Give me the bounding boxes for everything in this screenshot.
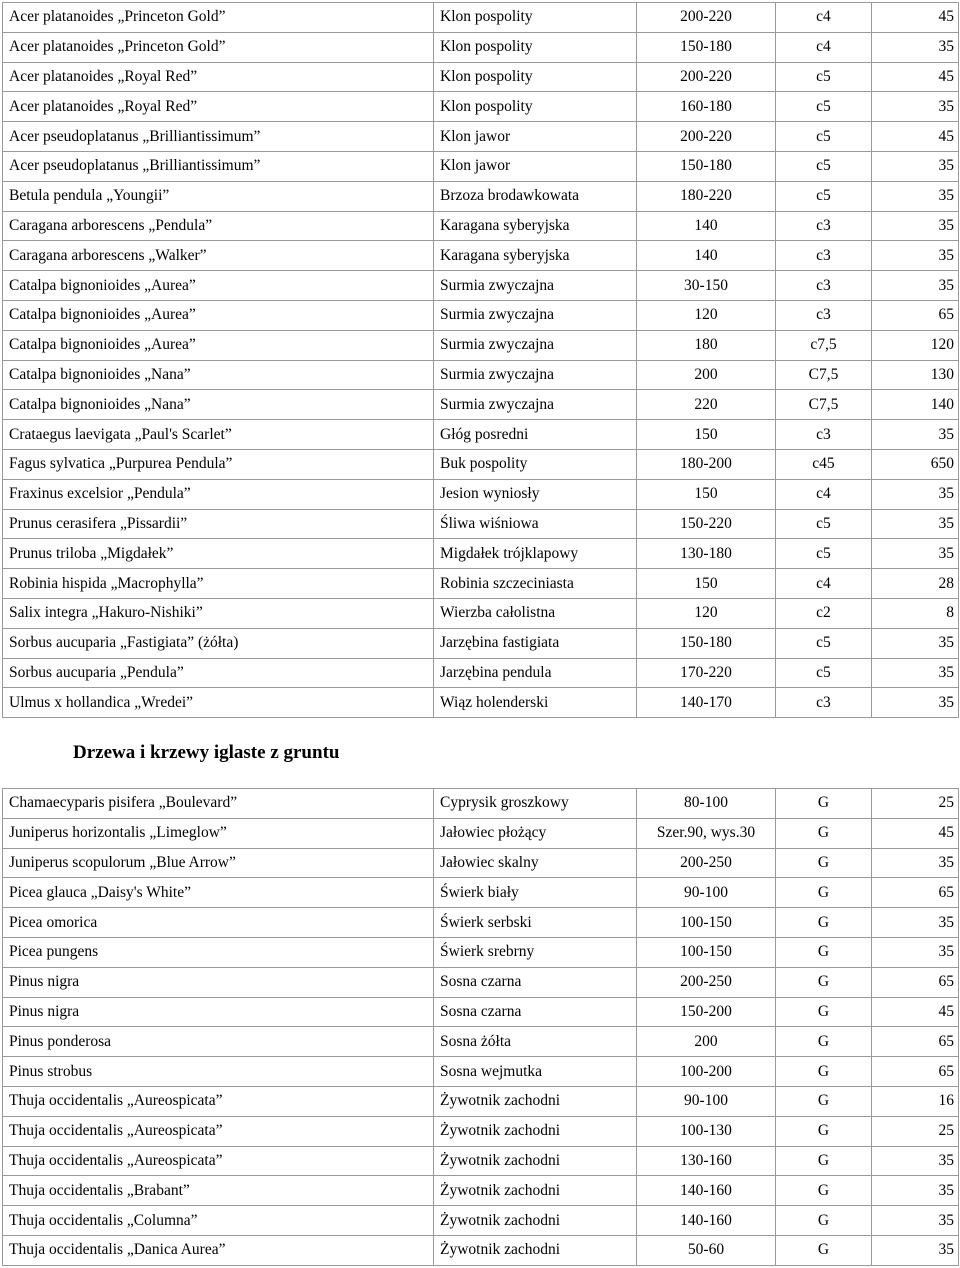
price-cell: 65 bbox=[872, 300, 959, 330]
table-row bbox=[3, 658, 959, 688]
table-row bbox=[3, 390, 959, 420]
pot-size-cell: c4 bbox=[776, 32, 872, 62]
deciduous-trees-table bbox=[2, 2, 959, 718]
table-row bbox=[3, 539, 959, 569]
height-cell: 130-160 bbox=[637, 1146, 776, 1176]
height-cell: 150-180 bbox=[637, 32, 776, 62]
pot-size-cell: c5 bbox=[776, 539, 872, 569]
price-cell: 35 bbox=[872, 241, 959, 271]
height-cell: 200 bbox=[637, 360, 776, 390]
price-cell: 35 bbox=[872, 1206, 959, 1236]
price-cell: 35 bbox=[872, 420, 959, 450]
table-row bbox=[3, 479, 959, 509]
price-cell: 8 bbox=[872, 598, 959, 628]
table-row bbox=[3, 908, 959, 938]
pot-size-cell: c3 bbox=[776, 211, 872, 241]
latin-name-cell: Prunus triloba „Migdałek” bbox=[3, 539, 434, 569]
price-cell: 45 bbox=[872, 997, 959, 1027]
price-cell: 35 bbox=[872, 628, 959, 658]
polish-name-cell: Sosna czarna bbox=[434, 997, 637, 1027]
table-row bbox=[3, 330, 959, 360]
table-row bbox=[3, 1146, 959, 1176]
pot-size-cell: C7,5 bbox=[776, 390, 872, 420]
polish-name-cell: Żywotnik zachodni bbox=[434, 1176, 637, 1206]
pot-size-cell: G bbox=[776, 1086, 872, 1116]
polish-name-cell: Karagana syberyjska bbox=[434, 241, 637, 271]
height-cell: 80-100 bbox=[637, 789, 776, 819]
pot-size-cell: G bbox=[776, 878, 872, 908]
table-row bbox=[3, 241, 959, 271]
table-row bbox=[3, 300, 959, 330]
pot-size-cell: c5 bbox=[776, 181, 872, 211]
pot-size-cell: G bbox=[776, 1146, 872, 1176]
height-cell: 150 bbox=[637, 569, 776, 599]
price-cell: 35 bbox=[872, 1146, 959, 1176]
price-cell: 140 bbox=[872, 390, 959, 420]
height-cell: 140-160 bbox=[637, 1206, 776, 1236]
table-row bbox=[3, 818, 959, 848]
price-cell: 45 bbox=[872, 3, 959, 33]
polish-name-cell: Surmia zwyczajna bbox=[434, 330, 637, 360]
price-cell: 35 bbox=[872, 211, 959, 241]
price-cell: 35 bbox=[872, 181, 959, 211]
table-row bbox=[3, 1086, 959, 1116]
latin-name-cell: Catalpa bignonioides „Aurea” bbox=[3, 271, 434, 301]
latin-name-cell: Thuja occidentalis „Aureospicata” bbox=[3, 1116, 434, 1146]
height-cell: 200 bbox=[637, 1027, 776, 1057]
latin-name-cell: Acer platanoides „Princeton Gold” bbox=[3, 3, 434, 33]
polish-name-cell: Karagana syberyjska bbox=[434, 211, 637, 241]
pot-size-cell: c5 bbox=[776, 509, 872, 539]
table-row bbox=[3, 181, 959, 211]
height-cell: 120 bbox=[637, 300, 776, 330]
price-cell: 28 bbox=[872, 569, 959, 599]
height-cell: Szer.90, wys.30 bbox=[637, 818, 776, 848]
table-row bbox=[3, 878, 959, 908]
table-row bbox=[3, 360, 959, 390]
table-row bbox=[3, 569, 959, 599]
height-cell: 150-200 bbox=[637, 997, 776, 1027]
price-cell: 35 bbox=[872, 92, 959, 122]
latin-name-cell: Catalpa bignonioides „Nana” bbox=[3, 360, 434, 390]
table-row bbox=[3, 1116, 959, 1146]
table-row bbox=[3, 32, 959, 62]
conifers-table bbox=[2, 788, 959, 1266]
latin-name-cell: Acer pseudoplatanus „Brilliantissimum” bbox=[3, 122, 434, 152]
polish-name-cell: Klon pospolity bbox=[434, 92, 637, 122]
height-cell: 200-220 bbox=[637, 122, 776, 152]
latin-name-cell: Juniperus scopulorum „Blue Arrow” bbox=[3, 848, 434, 878]
height-cell: 160-180 bbox=[637, 92, 776, 122]
price-cell: 45 bbox=[872, 62, 959, 92]
pot-size-cell: c5 bbox=[776, 62, 872, 92]
latin-name-cell: Fagus sylvatica „Purpurea Pendula” bbox=[3, 449, 434, 479]
pot-size-cell: c3 bbox=[776, 688, 872, 718]
latin-name-cell: Salix integra „Hakuro-Nishiki” bbox=[3, 598, 434, 628]
pot-size-cell: c3 bbox=[776, 300, 872, 330]
pot-size-cell: c5 bbox=[776, 92, 872, 122]
pot-size-cell: c3 bbox=[776, 420, 872, 450]
price-cell: 65 bbox=[872, 1027, 959, 1057]
height-cell: 100-200 bbox=[637, 1057, 776, 1087]
price-cell: 16 bbox=[872, 1086, 959, 1116]
table-row bbox=[3, 967, 959, 997]
polish-name-cell: Żywotnik zachodni bbox=[434, 1146, 637, 1176]
pot-size-cell: c45 bbox=[776, 449, 872, 479]
table-row bbox=[3, 122, 959, 152]
price-cell: 35 bbox=[872, 658, 959, 688]
table-row bbox=[3, 1176, 959, 1206]
table-row bbox=[3, 271, 959, 301]
pot-size-cell: G bbox=[776, 1116, 872, 1146]
pot-size-cell: c2 bbox=[776, 598, 872, 628]
polish-name-cell: Surmia zwyczajna bbox=[434, 390, 637, 420]
pot-size-cell: c3 bbox=[776, 271, 872, 301]
latin-name-cell: Pinus strobus bbox=[3, 1057, 434, 1087]
table-row bbox=[3, 997, 959, 1027]
height-cell: 220 bbox=[637, 390, 776, 420]
latin-name-cell: Crataegus laevigata „Paul's Scarlet” bbox=[3, 420, 434, 450]
latin-name-cell: Thuja occidentalis „Danica Aurea” bbox=[3, 1235, 434, 1265]
pot-size-cell: G bbox=[776, 937, 872, 967]
height-cell: 100-130 bbox=[637, 1116, 776, 1146]
polish-name-cell: Wierzba całolistna bbox=[434, 598, 637, 628]
table-row bbox=[3, 509, 959, 539]
table-row bbox=[3, 688, 959, 718]
polish-name-cell: Jarzębina fastigiata bbox=[434, 628, 637, 658]
polish-name-cell: Jesion wyniosły bbox=[434, 479, 637, 509]
latin-name-cell: Acer platanoides „Princeton Gold” bbox=[3, 32, 434, 62]
table-row bbox=[3, 848, 959, 878]
pot-size-cell: c3 bbox=[776, 241, 872, 271]
latin-name-cell: Caragana arborescens „Walker” bbox=[3, 241, 434, 271]
polish-name-cell: Jarzębina pendula bbox=[434, 658, 637, 688]
polish-name-cell: Sosna żółta bbox=[434, 1027, 637, 1057]
pot-size-cell: c5 bbox=[776, 151, 872, 181]
height-cell: 90-100 bbox=[637, 878, 776, 908]
latin-name-cell: Ulmus x hollandica „Wredei” bbox=[3, 688, 434, 718]
latin-name-cell: Betula pendula „Youngii” bbox=[3, 181, 434, 211]
price-cell: 130 bbox=[872, 360, 959, 390]
polish-name-cell: Klon jawor bbox=[434, 151, 637, 181]
height-cell: 140 bbox=[637, 211, 776, 241]
latin-name-cell: Thuja occidentalis „Aureospicata” bbox=[3, 1086, 434, 1116]
latin-name-cell: Sorbus aucuparia „Fastigiata” (żółta) bbox=[3, 628, 434, 658]
price-cell: 35 bbox=[872, 848, 959, 878]
height-cell: 200-250 bbox=[637, 848, 776, 878]
height-cell: 180 bbox=[637, 330, 776, 360]
latin-name-cell: Fraxinus excelsior „Pendula” bbox=[3, 479, 434, 509]
height-cell: 90-100 bbox=[637, 1086, 776, 1116]
table-row bbox=[3, 92, 959, 122]
height-cell: 150-180 bbox=[637, 151, 776, 181]
pot-size-cell: G bbox=[776, 1206, 872, 1236]
price-cell: 120 bbox=[872, 330, 959, 360]
polish-name-cell: Sosna wejmutka bbox=[434, 1057, 637, 1087]
table-row bbox=[3, 420, 959, 450]
polish-name-cell: Klon pospolity bbox=[434, 32, 637, 62]
latin-name-cell: Acer pseudoplatanus „Brilliantissimum” bbox=[3, 151, 434, 181]
latin-name-cell: Catalpa bignonioides „Aurea” bbox=[3, 300, 434, 330]
height-cell: 200-220 bbox=[637, 62, 776, 92]
latin-name-cell: Pinus ponderosa bbox=[3, 1027, 434, 1057]
polish-name-cell: Śliwa wiśniowa bbox=[434, 509, 637, 539]
table-row bbox=[3, 3, 959, 33]
latin-name-cell: Acer platanoides „Royal Red” bbox=[3, 92, 434, 122]
polish-name-cell: Sosna czarna bbox=[434, 967, 637, 997]
height-cell: 150 bbox=[637, 420, 776, 450]
pot-size-cell: c5 bbox=[776, 122, 872, 152]
pot-size-cell: c4 bbox=[776, 479, 872, 509]
latin-name-cell: Juniperus horizontalis „Limeglow” bbox=[3, 818, 434, 848]
table-row bbox=[3, 1206, 959, 1236]
latin-name-cell: Catalpa bignonioides „Nana” bbox=[3, 390, 434, 420]
height-cell: 150 bbox=[637, 479, 776, 509]
price-cell: 65 bbox=[872, 967, 959, 997]
latin-name-cell: Catalpa bignonioides „Aurea” bbox=[3, 330, 434, 360]
price-cell: 35 bbox=[872, 1235, 959, 1265]
latin-name-cell: Pinus nigra bbox=[3, 967, 434, 997]
price-cell: 35 bbox=[872, 151, 959, 181]
price-cell: 35 bbox=[872, 509, 959, 539]
polish-name-cell: Głóg posredni bbox=[434, 420, 637, 450]
table-row bbox=[3, 789, 959, 819]
pot-size-cell: c5 bbox=[776, 628, 872, 658]
pot-size-cell: c7,5 bbox=[776, 330, 872, 360]
pot-size-cell: G bbox=[776, 1027, 872, 1057]
price-cell: 35 bbox=[872, 1176, 959, 1206]
polish-name-cell: Klon pospolity bbox=[434, 3, 637, 33]
polish-name-cell: Żywotnik zachodni bbox=[434, 1206, 637, 1236]
height-cell: 140-170 bbox=[637, 688, 776, 718]
latin-name-cell: Caragana arborescens „Pendula” bbox=[3, 211, 434, 241]
price-cell: 65 bbox=[872, 1057, 959, 1087]
height-cell: 180-220 bbox=[637, 181, 776, 211]
pot-size-cell: c4 bbox=[776, 569, 872, 599]
polish-name-cell: Jałowiec płożący bbox=[434, 818, 637, 848]
polish-name-cell: Świerk srebrny bbox=[434, 937, 637, 967]
height-cell: 170-220 bbox=[637, 658, 776, 688]
height-cell: 180-200 bbox=[637, 449, 776, 479]
height-cell: 150-220 bbox=[637, 509, 776, 539]
pot-size-cell: G bbox=[776, 789, 872, 819]
height-cell: 100-150 bbox=[637, 908, 776, 938]
price-cell: 25 bbox=[872, 1116, 959, 1146]
pot-size-cell: c4 bbox=[776, 3, 872, 33]
polish-name-cell: Wiąz holenderski bbox=[434, 688, 637, 718]
polish-name-cell: Żywotnik zachodni bbox=[434, 1235, 637, 1265]
latin-name-cell: Robinia hispida „Macrophylla” bbox=[3, 569, 434, 599]
pot-size-cell: G bbox=[776, 1057, 872, 1087]
table-row bbox=[3, 598, 959, 628]
height-cell: 150-180 bbox=[637, 628, 776, 658]
price-cell: 35 bbox=[872, 688, 959, 718]
pot-size-cell: c5 bbox=[776, 658, 872, 688]
table-row bbox=[3, 1235, 959, 1265]
table-row bbox=[3, 1027, 959, 1057]
polish-name-cell: Świerk serbski bbox=[434, 908, 637, 938]
height-cell: 200-220 bbox=[637, 3, 776, 33]
latin-name-cell: Thuja occidentalis „Columna” bbox=[3, 1206, 434, 1236]
price-cell: 25 bbox=[872, 789, 959, 819]
price-cell: 35 bbox=[872, 479, 959, 509]
table-row bbox=[3, 937, 959, 967]
table-row bbox=[3, 211, 959, 241]
table-row bbox=[3, 628, 959, 658]
latin-name-cell: Thuja occidentalis „Aureospicata” bbox=[3, 1146, 434, 1176]
height-cell: 50-60 bbox=[637, 1235, 776, 1265]
polish-name-cell: Robinia szczeciniasta bbox=[434, 569, 637, 599]
price-cell: 65 bbox=[872, 878, 959, 908]
price-cell: 35 bbox=[872, 271, 959, 301]
pot-size-cell: G bbox=[776, 1176, 872, 1206]
polish-name-cell: Jałowiec skalny bbox=[434, 848, 637, 878]
polish-name-cell: Surmia zwyczajna bbox=[434, 300, 637, 330]
height-cell: 30-150 bbox=[637, 271, 776, 301]
height-cell: 140 bbox=[637, 241, 776, 271]
price-cell: 45 bbox=[872, 122, 959, 152]
pot-size-cell: C7,5 bbox=[776, 360, 872, 390]
polish-name-cell: Cyprysik groszkowy bbox=[434, 789, 637, 819]
pot-size-cell: G bbox=[776, 818, 872, 848]
polish-name-cell: Żywotnik zachodni bbox=[434, 1086, 637, 1116]
latin-name-cell: Pinus nigra bbox=[3, 997, 434, 1027]
pot-size-cell: G bbox=[776, 848, 872, 878]
price-cell: 35 bbox=[872, 32, 959, 62]
latin-name-cell: Prunus cerasifera „Pissardii” bbox=[3, 509, 434, 539]
table-row bbox=[3, 62, 959, 92]
polish-name-cell: Surmia zwyczajna bbox=[434, 271, 637, 301]
height-cell: 140-160 bbox=[637, 1176, 776, 1206]
pot-size-cell: G bbox=[776, 908, 872, 938]
latin-name-cell: Picea glauca „Daisy's White” bbox=[3, 878, 434, 908]
price-cell: 35 bbox=[872, 937, 959, 967]
latin-name-cell: Chamaecyparis pisifera „Boulevard” bbox=[3, 789, 434, 819]
pot-size-cell: G bbox=[776, 997, 872, 1027]
polish-name-cell: Świerk biały bbox=[434, 878, 637, 908]
polish-name-cell: Klon jawor bbox=[434, 122, 637, 152]
latin-name-cell: Thuja occidentalis „Brabant” bbox=[3, 1176, 434, 1206]
polish-name-cell: Buk pospolity bbox=[434, 449, 637, 479]
price-cell: 35 bbox=[872, 908, 959, 938]
latin-name-cell: Picea omorica bbox=[3, 908, 434, 938]
height-cell: 130-180 bbox=[637, 539, 776, 569]
table-row bbox=[3, 1057, 959, 1087]
height-cell: 100-150 bbox=[637, 937, 776, 967]
polish-name-cell: Surmia zwyczajna bbox=[434, 360, 637, 390]
latin-name-cell: Sorbus aucuparia „Pendula” bbox=[3, 658, 434, 688]
table-row bbox=[3, 151, 959, 181]
latin-name-cell: Picea pungens bbox=[3, 937, 434, 967]
polish-name-cell: Żywotnik zachodni bbox=[434, 1116, 637, 1146]
section-heading: Drzewa i krzewy iglaste z gruntu bbox=[73, 742, 340, 763]
height-cell: 120 bbox=[637, 598, 776, 628]
price-cell: 650 bbox=[872, 449, 959, 479]
price-cell: 45 bbox=[872, 818, 959, 848]
pot-size-cell: G bbox=[776, 1235, 872, 1265]
pot-size-cell: G bbox=[776, 967, 872, 997]
height-cell: 200-250 bbox=[637, 967, 776, 997]
latin-name-cell: Acer platanoides „Royal Red” bbox=[3, 62, 434, 92]
price-cell: 35 bbox=[872, 539, 959, 569]
polish-name-cell: Klon pospolity bbox=[434, 62, 637, 92]
table-row bbox=[3, 449, 959, 479]
polish-name-cell: Migdałek trójklapowy bbox=[434, 539, 637, 569]
polish-name-cell: Brzoza brodawkowata bbox=[434, 181, 637, 211]
